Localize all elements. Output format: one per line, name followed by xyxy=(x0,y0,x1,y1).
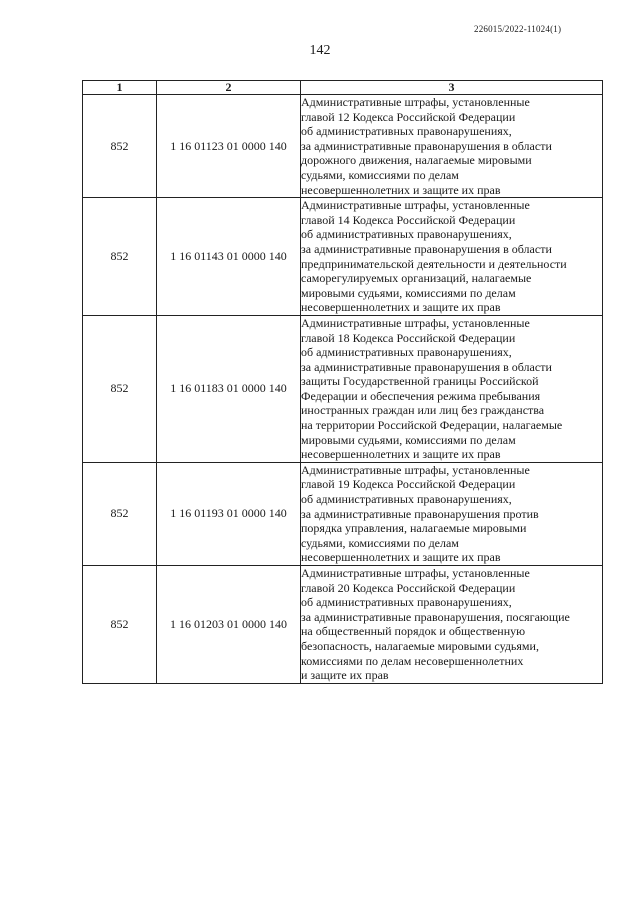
description-line: за административные правонарушения в области xyxy=(301,138,552,153)
description-line: Административные штрафы, установленные xyxy=(301,566,530,580)
description-line: Федерации и обеспечения режима пребывания xyxy=(301,388,541,403)
description-line: предпринимательской деятельности и деятельности xyxy=(301,256,567,271)
description-cell xyxy=(301,95,603,198)
description-line: главой 12 Кодекса Российской Федерации xyxy=(301,109,516,124)
table-row xyxy=(83,462,603,565)
document-reference: 226015/2022-11024(1) xyxy=(474,24,562,34)
description-line: на территории Российской Федерации, налагаемые xyxy=(301,418,563,433)
description-line: судьями, комиссиями по делам xyxy=(301,535,459,550)
page-number: 142 xyxy=(309,43,331,58)
table-row xyxy=(83,315,603,462)
description-cell xyxy=(301,315,603,462)
description-line: об административных правонарушениях, xyxy=(301,595,512,610)
description-cell xyxy=(301,462,603,565)
description-line: за административные правонарушения в области xyxy=(301,359,552,374)
description-line: на общественный порядок и общественную xyxy=(301,624,526,639)
description-line: за административные правонарушения, посягающие xyxy=(301,609,570,624)
description-line: иностранных граждан или лиц без гражданства xyxy=(301,403,545,418)
kbk-code-cell: 1 16 01183 01 0000 140 xyxy=(157,315,301,462)
admin-code-cell: 852 xyxy=(83,566,157,684)
description-line: Административные штрафы, установленные xyxy=(301,315,530,330)
kbk-code-cell: 1 16 01193 01 0000 140 xyxy=(157,462,301,565)
column-header-3: 3 xyxy=(301,81,603,95)
admin-code-cell: 852 xyxy=(83,95,157,198)
description-line: безопасность, налагаемые мировыми судьями, xyxy=(301,638,539,653)
description-line: судьями, комиссиями по делам xyxy=(301,167,459,182)
description-line: порядка управления, налагаемые мировыми xyxy=(301,521,527,536)
description-line: Административные штрафы, установленные xyxy=(301,198,530,213)
description-line: Административные штрафы, установленные xyxy=(301,462,530,477)
description-line: мировыми судьями, комиссиями по делам xyxy=(301,285,516,300)
description-line: за административные правонарушения в области xyxy=(301,241,552,256)
description-line: Административные штрафы, установленные xyxy=(301,95,530,109)
description-line: несовершеннолетних и защите их прав xyxy=(301,300,501,315)
description-line: главой 20 Кодекса Российской Федерации xyxy=(301,580,516,595)
description-line: главой 18 Кодекса Российской Федерации xyxy=(301,330,516,345)
admin-code-cell: 852 xyxy=(83,462,157,565)
kbk-code-cell: 1 16 01123 01 0000 140 xyxy=(157,95,301,198)
table-row xyxy=(83,95,603,198)
description-line: мировыми судьями, комиссиями по делам xyxy=(301,432,516,447)
column-header-2: 2 xyxy=(157,81,301,95)
description-line: несовершеннолетних и защите их прав xyxy=(301,550,501,565)
description-line: и защите их прав xyxy=(301,668,389,683)
description-line: комиссиями по делам несовершеннолетних xyxy=(301,653,524,668)
description-line: об административных правонарушениях, xyxy=(301,345,512,360)
description-line: защиты Государственной границы Российской xyxy=(301,374,539,389)
admin-code-cell: 852 xyxy=(83,198,157,316)
description-cell xyxy=(301,566,603,684)
description-line: дорожного движения, налагаемые мировыми xyxy=(301,153,532,168)
description-line: главой 19 Кодекса Российской Федерации xyxy=(301,477,516,492)
kbk-code-cell: 1 16 01143 01 0000 140 xyxy=(157,198,301,316)
header-row xyxy=(83,81,603,95)
description-line: об административных правонарушениях, xyxy=(301,492,512,507)
table-row xyxy=(83,198,603,316)
budget-codes-table xyxy=(82,80,603,684)
description-line: за административные правонарушения против xyxy=(301,506,539,521)
description-line: несовершеннолетних и защите их прав xyxy=(301,447,501,462)
column-header-1: 1 xyxy=(83,81,157,95)
description-line: об административных правонарушениях, xyxy=(301,124,512,139)
description-line: об административных правонарушениях, xyxy=(301,227,512,242)
admin-code-cell: 852 xyxy=(83,315,157,462)
description-line: главой 14 Кодекса Российской Федерации xyxy=(301,212,516,227)
table-row xyxy=(83,566,603,684)
kbk-code-cell: 1 16 01203 01 0000 140 xyxy=(157,566,301,684)
description-line: саморегулируемых организаций, налагаемые xyxy=(301,271,532,286)
description-cell xyxy=(301,198,603,316)
description-line: несовершеннолетних и защите их прав xyxy=(301,182,501,197)
